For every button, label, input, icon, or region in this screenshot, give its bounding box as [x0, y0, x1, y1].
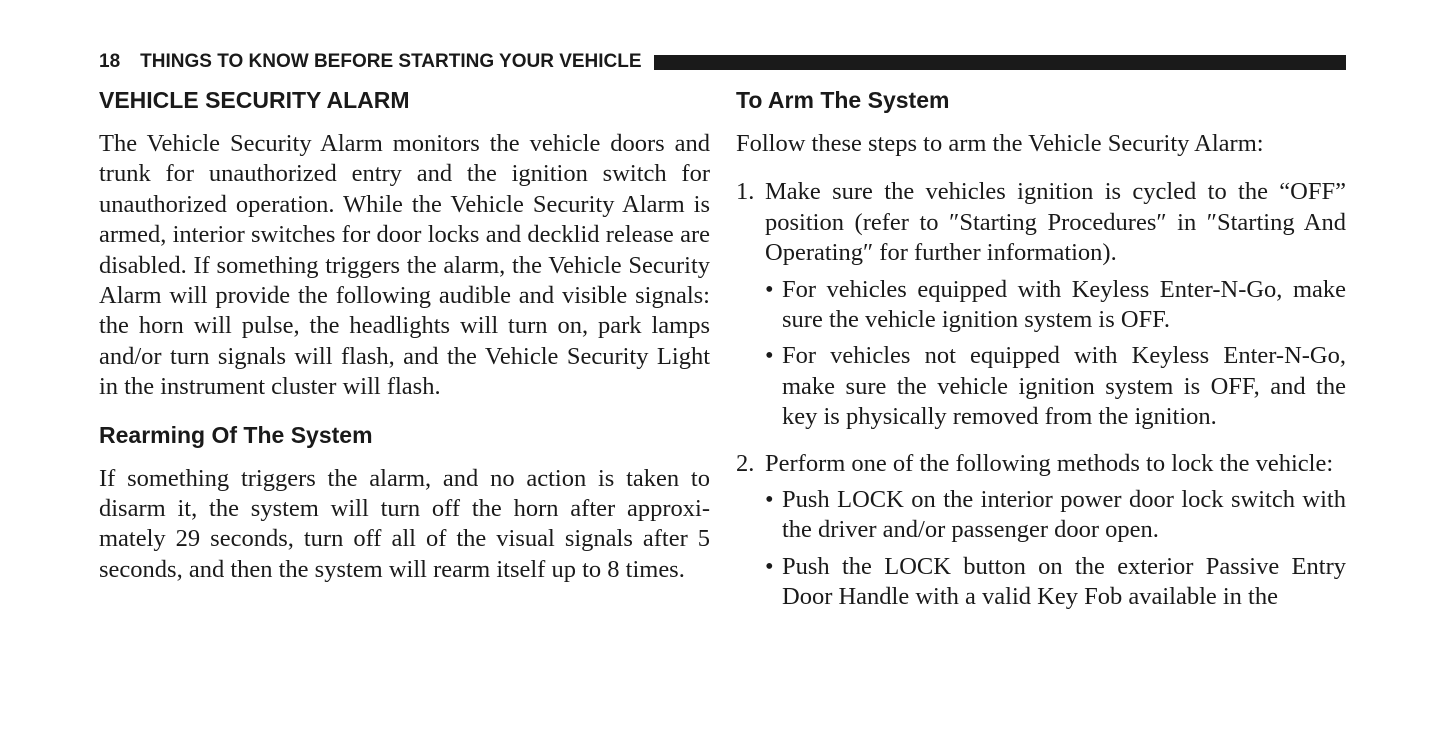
bullet-text: For vehicles not equipped with Keyless Enter-N-Go, make sure the vehicle ignition system is OFF, and the key is physically removed from the ignition.: [782, 342, 1346, 431]
rearming-description: If something triggers the alarm, and no action is taken to disarm it, the system will turn off the horn after approximately 29 seconds, turn off all of the visual signals after 5 seconds, and then the system will rearm itself up to 8 times.: [99, 464, 710, 583]
bullet-text: Push LOCK on the interior power door lock switch with the driver and/or passenger door open.: [782, 486, 1346, 544]
left-column: [99, 86, 710, 603]
bullet-item: [765, 485, 1346, 546]
section-title-vehicle-security-alarm: VEHICLE SECURITY ALARM: [99, 87, 410, 113]
bullet-item: [765, 275, 1346, 336]
step-text: Make sure the vehicles ignition is cycled to the “OFF” position (refer to ″Starting Procedures″ in ″Starting And Operating″ for further information).: [765, 178, 1346, 267]
page-header: [99, 50, 1346, 74]
bullet-item: [765, 552, 1346, 613]
security-alarm-description: The Vehicle Security Alarm monitors the vehicle doors and trunk for unauthorized entry and the ignition switch for unauthorized operation. While the Vehicle Security Alarm is armed, interior switches for door locks and decklid release are disabled. If something triggers the alarm, the Vehicle Security Alarm will provide the following audible and visible signals: the horn will pulse, the headlights will turn on, park lamps and/or turn signals will flash, and the Vehicle Security Light in the instrument cluster will flash.: [99, 130, 710, 401]
bullet-text: For vehicles equipped with Keyless Enter-N-Go, make sure the vehicle ignition system is OFF.: [782, 275, 1346, 334]
bullet-icon: •: [765, 552, 774, 580]
step-text: Perform one of the following methods to lock the vehicle:: [765, 449, 1334, 477]
step-item: [736, 177, 1346, 268]
bullet-icon: •: [765, 486, 774, 514]
step-item: [736, 449, 1346, 479]
bullet-icon: •: [765, 342, 774, 370]
step-number: 1.: [736, 178, 755, 206]
header-rule: [654, 55, 1346, 70]
page-number: 18: [99, 51, 121, 72]
bullet-text: Push the LOCK button on the exterior Passive Entry Door Handle with a valid Key Fob available in the: [782, 552, 1346, 611]
section-title-arm-system: To Arm The System: [736, 87, 950, 113]
right-column: [736, 86, 1346, 619]
bullet-item: [765, 341, 1346, 432]
running-head: THINGS TO KNOW BEFORE STARTING YOUR VEHICLE: [140, 51, 642, 72]
section-title-rearming: Rearming Of The System: [99, 421, 373, 448]
bullet-icon: •: [765, 275, 774, 303]
arm-system-intro: Follow these steps to arm the Vehicle Security Alarm:: [736, 130, 1264, 157]
step-number: 2.: [736, 449, 755, 477]
